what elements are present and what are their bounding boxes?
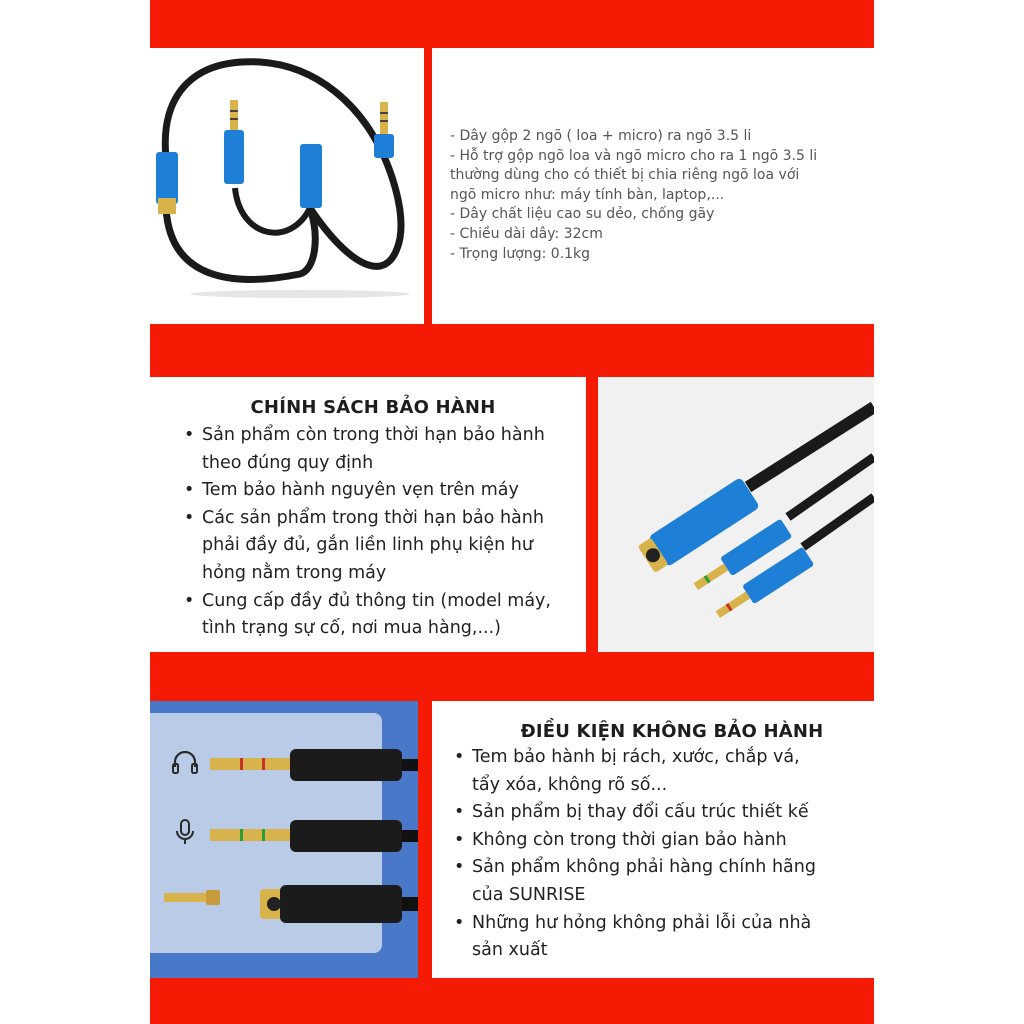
list-item: • Cung cấp đầy đủ thông tin (model máy, tình trạng sự cố, nơi mua hàng,...) <box>184 588 551 643</box>
list-item: • Không còn trong thời gian bảo hành <box>454 827 816 855</box>
spec-line: - Dây gộp 2 ngõ ( loa + micro) ra ngõ 3.5 li <box>450 128 752 144</box>
spec-line: thường dùng cho có thiết bị chia riêng ngõ loa với <box>450 167 800 184</box>
spec-line: - Trọng lượng: 0.1kg <box>450 245 591 262</box>
cable-image-panel <box>150 48 424 324</box>
red-band-2 <box>150 324 874 377</box>
list-item: • Sản phẩm bị thay đổi cấu trúc thiết kế <box>454 799 816 827</box>
bottom-red-band <box>150 978 874 1024</box>
list-item: • Các sản phẩm trong thời hạn bảo hành phải đầy đủ, gắn liền linh phụ kiện hư hỏng nằm trong máy <box>184 505 551 588</box>
red-band-3 <box>150 652 874 701</box>
spec-line: - Hỗ trợ gộp ngõ loa và ngõ micro cho ra 1 ngõ 3.5 li <box>450 147 818 164</box>
spec-line: - Chiều dài dây: 32cm <box>450 225 603 242</box>
connectors-photo-panel <box>150 701 418 978</box>
divider-3 <box>418 701 432 978</box>
warranty-policy-panel <box>178 377 586 652</box>
no-warranty-list <box>454 744 816 965</box>
list-item: • Tem bảo hành nguyên vẹn trên máy <box>184 477 551 505</box>
top-red-band <box>150 0 874 48</box>
divider-2 <box>586 377 598 652</box>
warranty-list <box>184 422 551 643</box>
list-item: • Những hư hỏng không phải lỗi của nhà sản xuất <box>454 910 816 965</box>
list-item: • Sản phẩm còn trong thời hạn bảo hành theo đúng quy định <box>184 422 551 477</box>
list-item: • Tem bảo hành bị rách, xước, chắp vá, tẩy xóa, không rõ số... <box>454 744 816 799</box>
divider-1 <box>424 48 432 324</box>
no-warranty-panel <box>432 701 874 978</box>
splitter-photo-panel <box>598 377 874 652</box>
specs-panel <box>432 48 874 324</box>
no-warranty-title: ĐIỀU KIỆN KHÔNG BẢO HÀNH <box>520 721 824 742</box>
spec-line: - Dây chất liệu cao su dẻo, chống gãy <box>450 206 715 223</box>
specs-list <box>450 127 817 264</box>
list-item: • Sản phẩm không phải hàng chính hãng của SUNRISE <box>454 854 816 909</box>
warranty-title: CHÍNH SÁCH BẢO HÀNH <box>250 397 496 418</box>
spec-line: ngõ micro như: máy tính bàn, laptop,... <box>450 186 725 203</box>
